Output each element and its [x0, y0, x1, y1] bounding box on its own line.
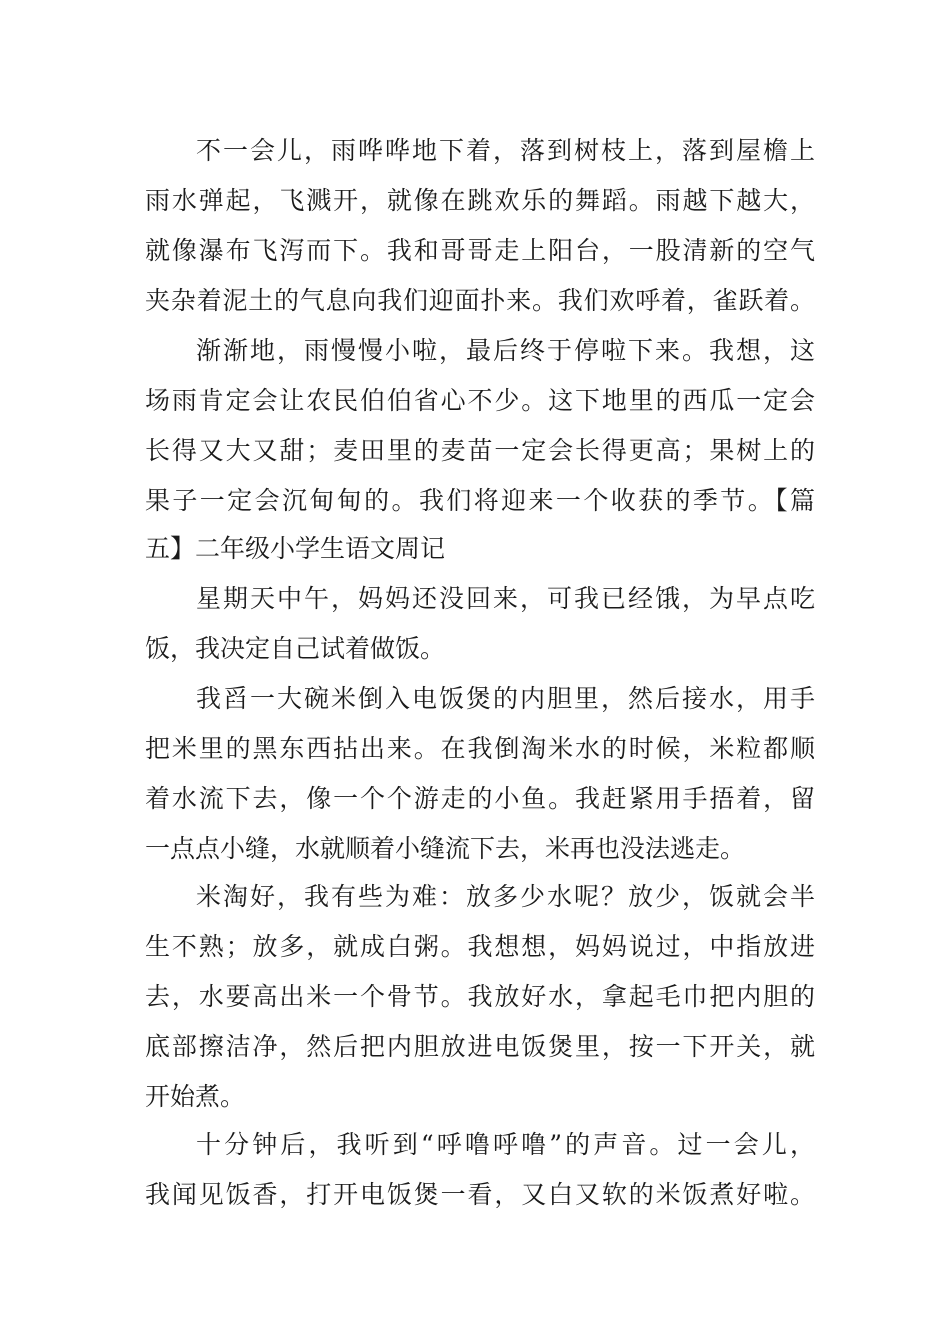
- text-line: 长得又大又甜；麦田里的麦苗一定会长得更高；果树上的: [145, 436, 815, 465]
- text-line: 就像瀑布飞泻而下。我和哥哥走上阳台，一股清新的空气: [145, 236, 815, 265]
- text-line: 饭，我决定自己试着做饭。: [145, 634, 446, 663]
- text-line: 夹杂着泥土的气息向我们迎面扑来。我们欢呼着，雀跃着。: [145, 286, 815, 315]
- text-line: 底部擦洁净，然后把内胆放进电饭煲里，按一下开关，就: [145, 1032, 815, 1061]
- text-line: 开始煮。: [145, 1082, 246, 1111]
- text-line: 果子一定会沉甸甸的。我们将迎来一个收获的季节。【篇: [145, 486, 815, 515]
- text-line: 雨水弹起，飞溅开，就像在跳欢乐的舞蹈。雨越下越大，: [145, 186, 815, 215]
- text-line: 渐渐地，雨慢慢小啦，最后终于停啦下来。我想，这: [196, 336, 815, 365]
- text-line: 一点点小缝，水就顺着小缝流下去，米再也没法逃走。: [145, 834, 746, 863]
- text-line: 我闻见饭香，打开电饭煲一看，又白又软的米饭煮好啦。: [145, 1180, 815, 1209]
- text-line: 五】二年级小学生语文周记: [145, 534, 446, 563]
- text-line: 生不熟；放多，就成白粥。我想想，妈妈说过，中指放进: [145, 932, 815, 961]
- text-line: 星期天中午，妈妈还没回来，可我已经饿，为早点吃: [196, 584, 815, 613]
- text-line: 米淘好，我有些为难：放多少水呢？放少，饭就会半: [196, 882, 815, 911]
- text-line: 我舀一大碗米倒入电饭煲的内胆里，然后接水，用手: [196, 684, 815, 713]
- text-line: 十分钟后，我听到“呼噜呼噜”的声音。过一会儿，: [196, 1130, 815, 1159]
- text-line: 着水流下去，像一个个游走的小鱼。我赶紧用手捂着，留: [145, 784, 815, 813]
- text-line: 去，水要高出米一个骨节。我放好水，拿起毛巾把内胆的: [145, 982, 815, 1011]
- text-line: 场雨肯定会让农民伯伯省心不少。这下地里的西瓜一定会: [145, 386, 815, 415]
- text-line: 不一会儿，雨哗哗地下着，落到树枝上，落到屋檐上: [196, 136, 815, 165]
- text-line: 把米里的黑东西拈出来。在我倒淘米水的时候，米粒都顺: [145, 734, 815, 763]
